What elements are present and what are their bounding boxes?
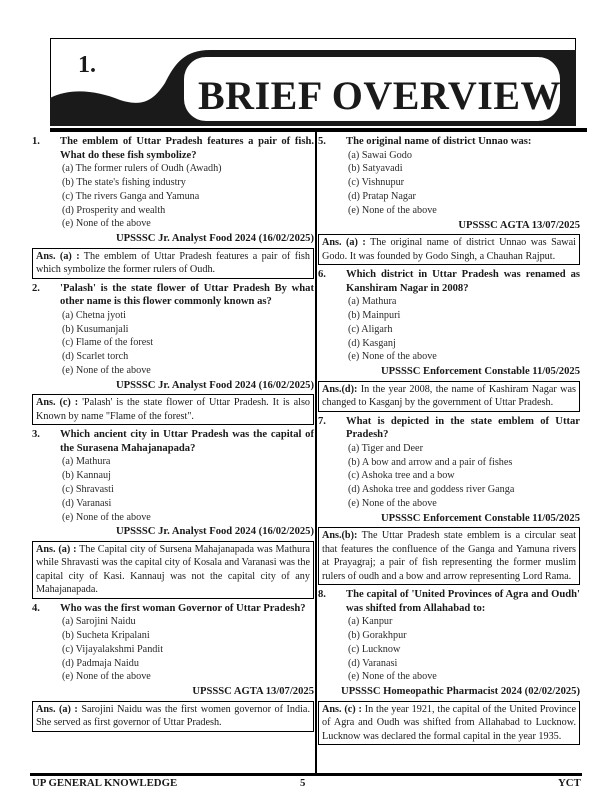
option: (a) The former rulers of Oudh (Awadh) <box>62 163 222 175</box>
option: (e) None of the above <box>348 351 437 363</box>
answer-box <box>318 234 580 265</box>
right-column <box>318 132 580 745</box>
chapter-banner <box>50 38 576 126</box>
answer-text: Sarojini Naidu was the first women governor of India. She served as first governor of Uttar Pradesh. <box>36 703 310 729</box>
option: (b) Satyavadi <box>348 163 403 175</box>
question-text: What is depicted in the state emblem of Uttar Pradesh? <box>346 415 580 441</box>
option: (a) Mathura <box>348 296 397 308</box>
option: (e) None of the above <box>348 497 437 509</box>
option: (b) A bow and arrow and a pair of fishes <box>348 456 513 468</box>
exam-source: UPSSSC Jr. Analyst Food 2024 (16/02/2025) <box>116 379 314 391</box>
footer-publisher: YCT <box>558 777 581 789</box>
column-divider <box>315 132 317 775</box>
answer-box <box>32 394 314 425</box>
option: (d) Pratap Nagar <box>348 190 416 202</box>
option: (e) None of the above <box>62 364 151 376</box>
question-number: 2. <box>32 282 40 294</box>
option: (c) Vijayalakshmi Pandit <box>62 643 164 655</box>
option: (c) Lucknow <box>348 643 401 655</box>
question-block <box>32 282 314 426</box>
question-block <box>32 602 314 732</box>
answer-label: Ans. (a) : <box>36 543 77 555</box>
option: (d) Varanasi <box>348 657 398 669</box>
question-number: 4. <box>32 602 40 614</box>
option: (e) None of the above <box>62 671 151 683</box>
question <box>318 268 580 295</box>
option: (e) None of the above <box>62 511 151 523</box>
question-number: 7. <box>318 415 326 427</box>
question <box>32 135 314 162</box>
chapter-number: 1. <box>78 52 96 78</box>
question-block <box>318 588 580 745</box>
answer-label: Ans. (c) : <box>322 703 362 715</box>
question <box>32 282 314 309</box>
question-block <box>32 428 314 598</box>
exam-source: UPSSSC AGTA 13/07/2025 <box>458 219 580 231</box>
question-block <box>318 268 580 412</box>
question-block <box>32 135 314 279</box>
footer-page-number: 5 <box>300 777 306 789</box>
answer-label: Ans.(d): <box>322 383 358 395</box>
option: (d) Scarlet torch <box>62 351 129 363</box>
question <box>318 415 580 442</box>
option: (c) Aligarh <box>348 323 393 335</box>
question-number: 8. <box>318 588 326 600</box>
question-number: 3. <box>32 429 40 441</box>
question-text: The capital of 'United Provinces of Agra and Oudh' was shifted from Allahabad to: <box>346 588 580 614</box>
option: (c) Ashoka tree and a bow <box>348 470 455 482</box>
question <box>32 602 314 616</box>
question <box>32 428 314 455</box>
question-text: Which ancient city in Uttar Pradesh was the capital of the Surasena Mahajanapada? <box>60 429 314 454</box>
answer-box <box>318 527 580 585</box>
footer-book-title: UP GENERAL KNOWLEDGE <box>32 777 178 789</box>
question <box>318 588 580 615</box>
option: (c) The rivers Ganga and Yamuna <box>62 190 200 202</box>
exam-source: UPSSSC AGTA 13/07/2025 <box>192 686 314 698</box>
answer-box <box>32 248 314 279</box>
option: (e) None of the above <box>348 204 437 216</box>
exam-source: UPSSSC Jr. Analyst Food 2024 (16/02/2025) <box>116 526 314 538</box>
exam-source: UPSSSC Homeopathic Pharmacist 2024 (02/02/2025) <box>341 686 580 698</box>
exam-source: UPSSSC Jr. Analyst Food 2024 (16/02/2025) <box>116 233 314 245</box>
answer-text: In the year 2008, the name of Kashiram Nagar was changed to Kasganj by the government of Uttar Pradesh. <box>322 383 576 409</box>
option: (d) Varanasi <box>62 497 112 509</box>
answer-box <box>318 381 580 412</box>
question-number: 6. <box>318 268 326 280</box>
answer-label: Ans. (a) : <box>36 250 80 262</box>
question-text: The original name of district Unnao was: <box>346 136 532 147</box>
option: (a) Tiger and Deer <box>348 442 423 454</box>
option: (c) Vishnupur <box>348 177 405 189</box>
question-text: Which district in Uttar Pradesh was renamed as Kanshiram Nagar in 2008? <box>346 268 580 294</box>
option: (b) Kannauj <box>62 470 111 482</box>
option: (a) Sawai Godo <box>348 149 412 161</box>
option: (b) Mainpuri <box>348 309 401 321</box>
exam-source: UPSSSC Enforcement Constable 11/05/2025 <box>380 512 580 524</box>
answer-label: Ans.(b): <box>322 530 358 542</box>
option: (d) Ashoka tree and goddess river Ganga <box>348 484 515 496</box>
answer-box <box>32 541 314 599</box>
question-number: 5. <box>318 136 326 147</box>
question-block <box>318 415 580 585</box>
answer-label: Ans. (a) : <box>36 703 78 715</box>
answer-box <box>318 701 580 745</box>
question-text: The emblem of Uttar Pradesh features a pair of fish. What do these fish symbolize? <box>60 136 314 161</box>
answer-text: In the year 1921, the capital of the United Province of Agra and Oudh was shifted from Allahabad to Lucknow. Lucknow was declared the formal capital in the year 1935. <box>322 703 576 742</box>
chapter-title: BRIEF OVERVIEW <box>198 73 562 118</box>
exam-source: UPSSSC Enforcement Constable 11/05/2025 <box>380 366 580 378</box>
answer-text: The original name of district Unnao was Sawai Godo. It was founded by Godo Singh, a Chauhan Rajput. <box>322 237 576 262</box>
option: (e) None of the above <box>62 218 151 230</box>
question <box>318 135 580 149</box>
option: (e) None of the above <box>348 671 437 683</box>
option: (a) Chetna jyoti <box>62 309 126 321</box>
answer-text: 'Palash' is the state flower of Uttar Pradesh. It is also Known by name "Flame of the forest". <box>36 397 310 422</box>
option: (a) Kanpur <box>348 616 393 628</box>
answer-text: The Uttar Pradesh state emblem is a circular seat that features the confluence of the Ganga and Yamuna rivers at Prayagraj; a pair of fish representing the former muslim rulers of oudh and a bow and arrow representing Lord Rama. <box>322 530 576 582</box>
option: (d) Padmaja Naidu <box>62 657 139 669</box>
answer-label: Ans. (c) : <box>36 397 79 409</box>
option: (b) Kusumanjali <box>62 323 129 335</box>
bottom-rule <box>30 773 582 776</box>
answer-box <box>32 701 314 732</box>
option: (d) Prosperity and wealth <box>62 204 166 216</box>
left-column <box>32 132 314 732</box>
question-block <box>318 135 580 265</box>
option: (a) Mathura <box>62 456 111 468</box>
option: (c) Flame of the forest <box>62 337 154 349</box>
option: (d) Kasganj <box>348 337 396 349</box>
answer-label: Ans. (a) : <box>322 237 366 249</box>
option: (b) The state's fishing industry <box>62 176 186 188</box>
option: (b) Gorakhpur <box>348 629 407 641</box>
answer-text: The emblem of Uttar Pradesh features a pair of fish which symbolize the former rulers of Oudh. <box>36 250 310 276</box>
option: (b) Sucheta Kripalani <box>62 629 150 641</box>
question-text: 'Palash' is the state flower of Uttar Pradesh By what other name is this flower commonly known as? <box>60 282 314 308</box>
answer-text: The Capital city of Sursena Mahajanapada was Mathura while Shravasti was the capital city of Kosala and Varanasi was the capital city of Kasi. Kannauj was not the capital city of any Mahajanapada. <box>36 543 311 596</box>
question-number: 1. <box>32 136 40 147</box>
question-text: Who was the first woman Governor of Uttar Pradesh? <box>60 602 306 614</box>
option: (c) Shravasti <box>62 483 114 495</box>
option: (a) Sarojini Naidu <box>62 616 136 628</box>
